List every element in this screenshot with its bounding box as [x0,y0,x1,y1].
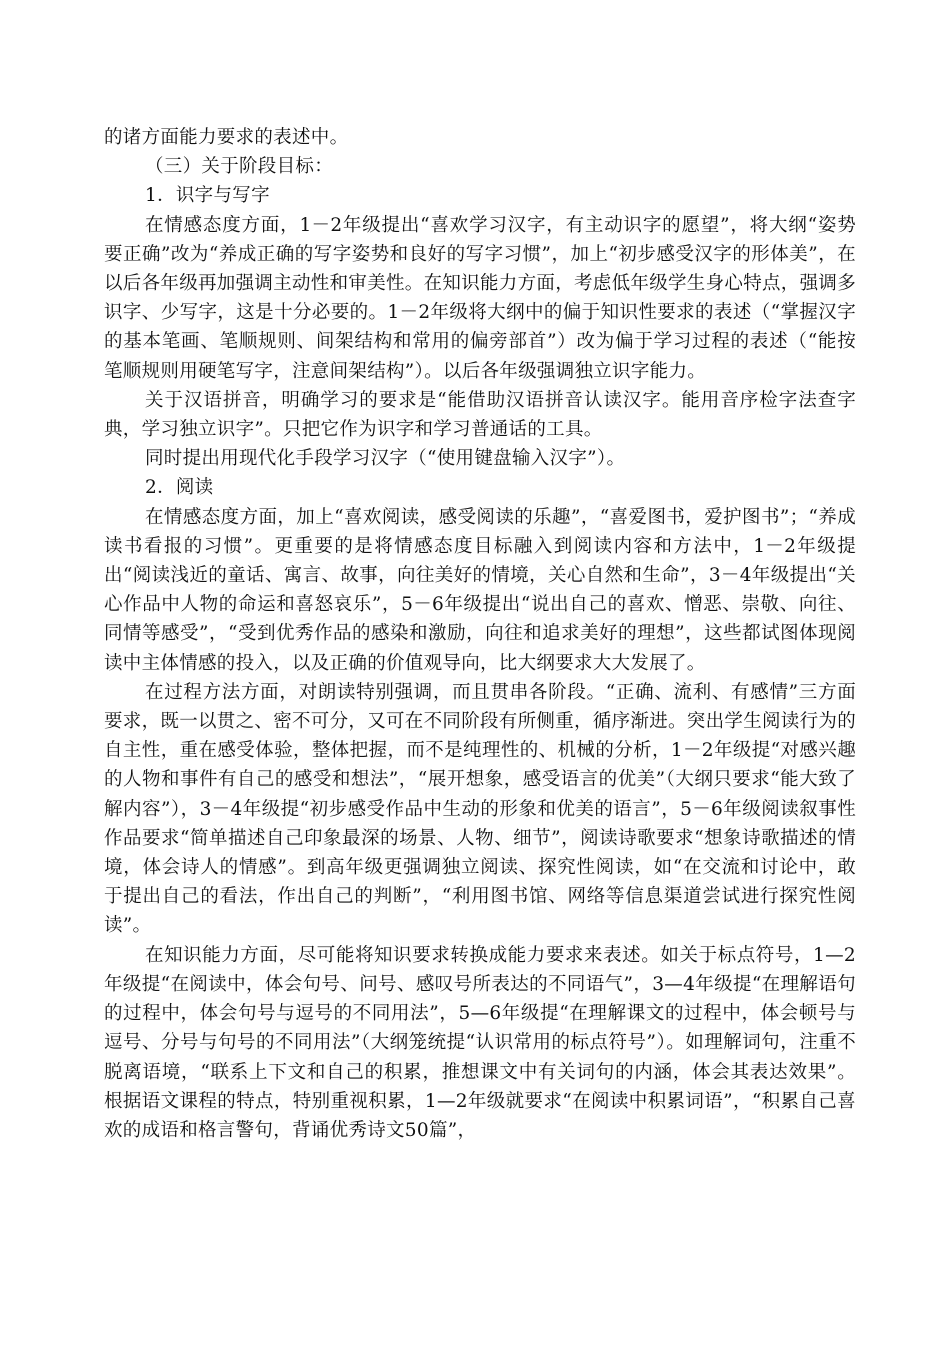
paragraph: 在情感态度方面，加上“喜欢阅读，感受阅读的乐趣”，“喜爱图书，爱护图书”；“养成读书看报的习惯”。更重要的是将情感态度目标融入到阅读内容和方法中，1－2年级提出“阅读浅近的童话、寓言、故事，向往美好的情境，关心自然和生命”，3－4年级提出“关心作品中人物的命运和喜怒哀乐”，5－6年级提出“说出自己的喜欢、憎恶、崇敬、向往、同情等感受”，“受到优秀作品的感染和激励，向往和追求美好的理想”，这些都试图体现阅读中主体情感的投入，以及正确的价值观导向，比大纲要求大大发展了。 [104,506,856,674]
paragraph: 同时提出用现代化手段学习汉字（“使用键盘输入汉字”）。 [145,448,626,470]
paragraph: 在知识能力方面，尽可能将知识要求转换成能力要求来表述。如关于标点符号，1—2年级提“在阅读中，体会句号、问号、感叹号所表达的不同语气”，3—4年级提“在理解语句的过程中，体会句号与逗号的不同用法”，5—6年级提“在理解课文的过程中，体会顿号与逗号、分号与句号的不同用法”（大纲笼统提“认识常用的标点符号”）。如理解词句，注重不脱离语境，“联系上下文和自己的积累，推想课文中有关词句的内涵，体会其表达效果”。根据语文课程的特点，特别重视积累，1—2年级就要求“在阅读中积累词语”，“积累自己喜欢的成语和格言警句，背诵优秀诗文50篇”， [104,944,856,1141]
paragraph-continuation: 的诸方面能力要求的表述中。 [104,127,349,148]
paragraph: 在过程方法方面，对朗读特别强调，而且贯串各阶段。“正确、流利、有感情”三方面要求，既一以贯之、密不可分，又可在不同阶段有所侧重，循序渐进。突出学生阅读行为的自主性，重在感受体验，整体把握，而不是纯理性的、机械的分析，1－2年级提“对感兴趣的人物和事件有自己的感受和想法”，“展开想象，感受语言的优美”（大纲只要求“能大致了解内容”），3－4年级提“初步感受作品中生动的形象和优美的语言”，5－6年级阅读叙事性作品要求“简单描述自己印象最深的场景、人物、细节”，阅读诗歌要求“想象诗歌描述的情境，体会诗人的情感”。到高年级更强调独立阅读、探究性阅读，如“在交流和讨论中，敢于提出自己的看法，作出自己的判断”，“利用图书馆、网络等信息渠道尝试进行探究性阅读”。 [104,681,857,937]
paragraph: 关于汉语拼音，明确学习的要求是“能借助汉语拼音认读汉字。能用音序检字法查字典，学习独立识字”。只把它作为识字和学习普通话的工具。 [104,389,856,441]
section-heading: （三）关于阶段目标： [145,156,334,178]
subsection-heading: 1．识字与写字 [145,185,270,207]
body-text [104,123,856,1145]
subsection-heading: 2．阅读 [145,477,214,499]
paragraph: 在情感态度方面，1－2年级提出“喜欢学习汉字，有主动识字的愿望”，将大纲“姿势要正确”改为“养成正确的写字姿势和良好的写字习惯”，加上“初步感受汉字的形体美”，在以后各年级再加强调主动性和审美性。在知识能力方面，考虑低年级学生身心特点，强调多识字、少写字，这是十分必要的。1－2年级将大纲中的偏于知识性要求的表述（“掌握汉字的基本笔画、笔顺规则、间架结构和常用的偏旁部首”）改为偏于学习过程的表述（“能按笔顺规则用硬笔写字，注意间架结构”）。以后各年级强调独立识字能力。 [104,214,857,382]
